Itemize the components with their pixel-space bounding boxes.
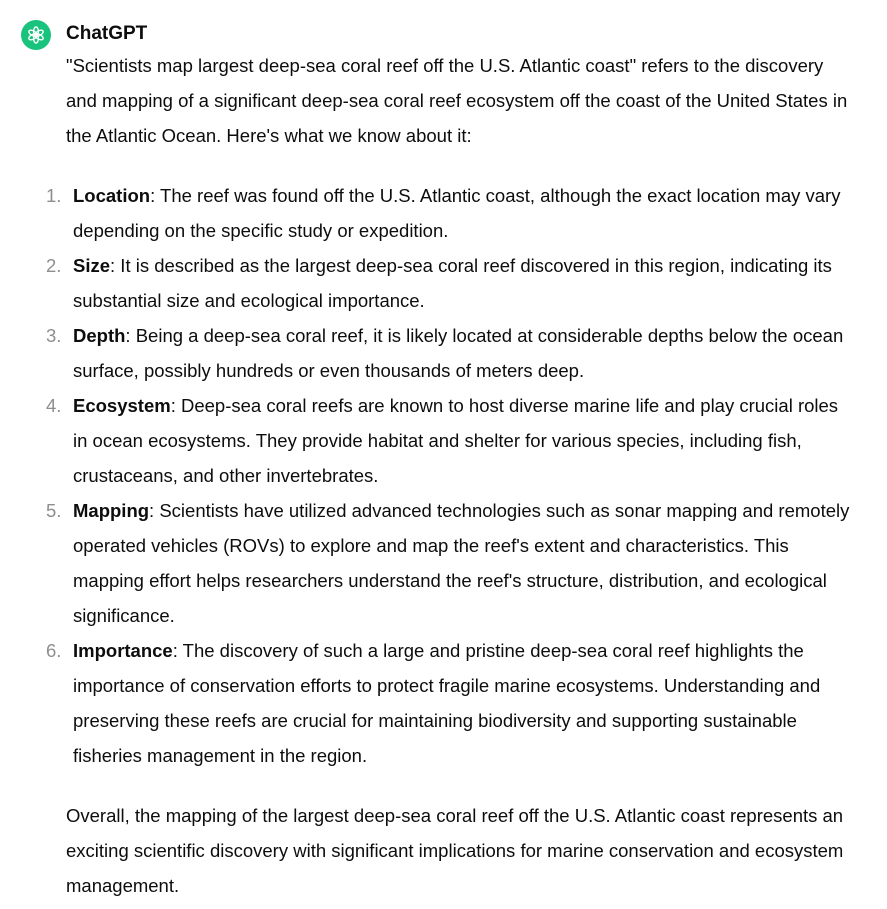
list-item <box>46 248 856 318</box>
list-item <box>46 318 856 388</box>
list-number: 4. <box>46 395 62 416</box>
list-item-text: : The reef was found off the U.S. Atlantic coast, although the exact location may vary depending on the specific study or expedition. <box>73 185 841 241</box>
avatar <box>21 20 51 50</box>
numbered-list <box>46 178 856 773</box>
author-name: ChatGPT <box>66 23 148 44</box>
list-number: 1. <box>46 185 62 206</box>
list-item-title: Size <box>73 255 111 276</box>
list-number: 5. <box>46 500 62 521</box>
list-item-title: Location <box>73 185 151 206</box>
list-item-title: Ecosystem <box>73 395 171 416</box>
list-number: 2. <box>46 255 62 276</box>
list-item-text: : The discovery of such a large and pristine deep-sea coral reef highlights the importance of conservation efforts to protect fragile marine ecosystems. Understanding and preserving these reefs are crucial for maintaining biodiversity and supporting sustainable fisheries management in the region. <box>73 640 821 766</box>
list-item-title: Mapping <box>73 500 150 521</box>
list-item <box>46 388 856 493</box>
list-item <box>46 633 856 773</box>
openai-logo-icon <box>25 24 47 46</box>
list-item-text: : It is described as the largest deep-sea coral reef discovered in this region, indicating its substantial size and ecological importance. <box>73 255 832 311</box>
list-number: 3. <box>46 325 62 346</box>
list-item-text: : Being a deep-sea coral reef, it is likely located at considerable depths below the ocean surface, possibly hundreds or even thousands of meters deep. <box>73 325 844 381</box>
list-item <box>46 493 856 633</box>
list-item-text: : Scientists have utilized advanced technologies such as sonar mapping and remotely operated vehicles (ROVs) to explore and map the reef's extent and characteristics. This mapping effort helps researchers understand the reef's structure, distribution, and ecological significance. <box>73 500 850 626</box>
list-item-title: Importance <box>73 640 173 661</box>
intro-paragraph: "Scientists map largest deep-sea coral reef off the U.S. Atlantic coast" refers to the discovery and mapping of a significant deep-sea coral reef ecosystem off the coast of the United States in the Atlantic Ocean. Here's what we know about it: <box>66 55 848 146</box>
list-item-text: : Deep-sea coral reefs are known to host diverse marine life and play crucial roles in ocean ecosystems. They provide habitat and shelter for various species, including fish, crustaceans, and other invertebrates. <box>73 395 839 486</box>
list-number: 6. <box>46 640 62 661</box>
conclusion-paragraph: Overall, the mapping of the largest deep-sea coral reef off the U.S. Atlantic coast represents an exciting scientific discovery with significant implications for marine conservation and ecosystem management. <box>66 805 844 896</box>
message-content <box>46 48 856 903</box>
list-item-title: Depth <box>73 325 126 346</box>
list-item <box>46 178 856 248</box>
